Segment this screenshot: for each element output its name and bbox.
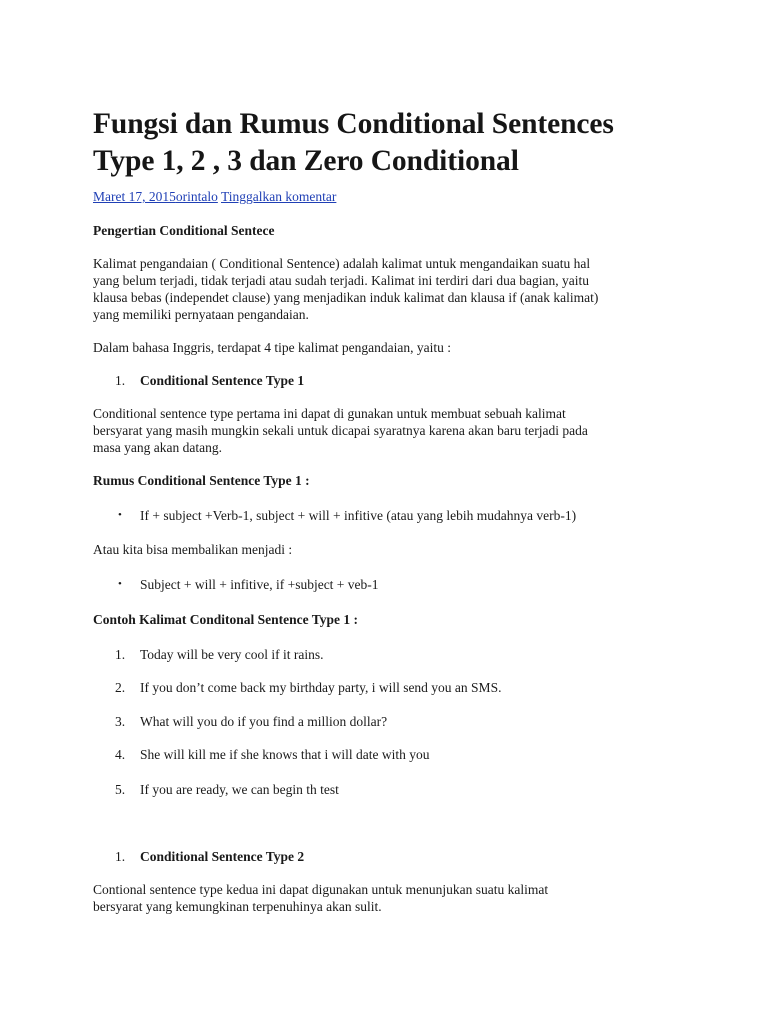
bullet-marker: • bbox=[118, 578, 122, 590]
title-line-2: Type 1, 2 , 3 dan Zero Conditional bbox=[93, 145, 519, 177]
paragraph-atau: Atau kita bisa membalikan menjadi : bbox=[93, 542, 293, 557]
contoh-heading: Contoh Kalimat Conditonal Sentence Type 1 : bbox=[93, 612, 359, 627]
comment-link[interactable]: Tinggalkan komentar bbox=[221, 189, 337, 204]
paragraph-line: bersyarat yang kemungkinan terpenuhinya akan sulit. bbox=[93, 899, 382, 914]
example-text: If you don’t come back my birthday party, i will send you an SMS. bbox=[140, 680, 502, 695]
paragraph-line: klausa bebas (independet clause) yang menjadikan induk kalimat dan klausa if (anak kalimat) bbox=[93, 290, 599, 305]
rumus-list-1 bbox=[93, 507, 693, 524]
list-item bbox=[93, 679, 693, 696]
rumus-bullet-1: If + subject +Verb-1, subject + will + infitive (atau yang lebih mudahnya verb-1) bbox=[140, 508, 577, 523]
paragraph-line: bersyarat yang masih mungkin sekali untuk dicapai syaratnya karena akan baru terjadi pada bbox=[93, 423, 588, 438]
list-item bbox=[93, 746, 693, 763]
list-number: 3. bbox=[115, 714, 126, 729]
list-item bbox=[93, 576, 693, 593]
examples-list bbox=[93, 646, 693, 798]
list-number: 2. bbox=[115, 680, 126, 695]
paragraph-line: Contional sentence type kedua ini dapat digunakan untuk menunjukan suatu kalimat bbox=[93, 882, 549, 897]
example-text: What will you do if you find a million dollar? bbox=[140, 714, 388, 729]
list-number: 1. bbox=[115, 647, 126, 662]
type1-heading-list bbox=[93, 372, 693, 389]
list-item bbox=[93, 781, 693, 798]
list-item bbox=[93, 646, 693, 663]
list-item bbox=[93, 848, 693, 865]
example-text: She will kill me if she knows that i will date with you bbox=[140, 747, 430, 762]
list-item bbox=[93, 372, 693, 389]
list-number: 1. bbox=[115, 849, 126, 864]
list-item bbox=[93, 507, 693, 524]
paragraph-type1 bbox=[93, 405, 693, 456]
paragraph-line: yang belum terjadi, tidak terjadi atau sudah terjadi. Kalimat ini terdiri dari dua bagian, yaitu bbox=[93, 273, 589, 288]
example-text: Today will be very cool if it rains. bbox=[140, 647, 324, 662]
list-number: 5. bbox=[115, 782, 126, 797]
author-link[interactable]: orintalo bbox=[175, 189, 218, 204]
paragraph-line: Conditional sentence type pertama ini dapat di gunakan untuk membuat sebuah kalimat bbox=[93, 406, 566, 421]
title-line-1: Fungsi dan Rumus Conditional Sentences bbox=[93, 108, 614, 140]
article-title bbox=[93, 106, 733, 180]
post-date-link[interactable]: Maret 17, 2015 bbox=[93, 189, 176, 204]
type1-heading: Conditional Sentence Type 1 bbox=[140, 373, 305, 388]
list-number: 4. bbox=[115, 747, 126, 762]
rumus-list-2 bbox=[93, 576, 693, 593]
paragraph-line: yang memiliki pernyataan pengandaian. bbox=[93, 307, 309, 322]
paragraph-type2 bbox=[93, 881, 693, 915]
bullet-marker: • bbox=[118, 509, 122, 521]
type2-heading: Conditional Sentence Type 2 bbox=[140, 849, 305, 864]
type2-heading-list bbox=[93, 848, 693, 865]
paragraph-kalimat bbox=[93, 255, 693, 323]
rumus-heading: Rumus Conditional Sentence Type 1 : bbox=[93, 473, 310, 488]
example-text: If you are ready, we can begin th test bbox=[140, 782, 339, 797]
rumus-bullet-2: Subject + will + infitive, if +subject + veb-1 bbox=[140, 577, 379, 592]
post-meta bbox=[93, 188, 336, 206]
paragraph-line: masa yang akan datang. bbox=[93, 440, 222, 455]
paragraph-dalam: Dalam bahasa Inggris, terdapat 4 tipe kalimat pengandaian, yaitu : bbox=[93, 340, 452, 355]
article-body bbox=[93, 222, 693, 915]
heading-pengertian: Pengertian Conditional Sentece bbox=[93, 223, 275, 238]
paragraph-line: Kalimat pengandaian ( Conditional Sentence) adalah kalimat untuk mengandaikan suatu hal bbox=[93, 256, 591, 271]
list-item bbox=[93, 713, 693, 730]
list-number: 1. bbox=[115, 373, 126, 388]
